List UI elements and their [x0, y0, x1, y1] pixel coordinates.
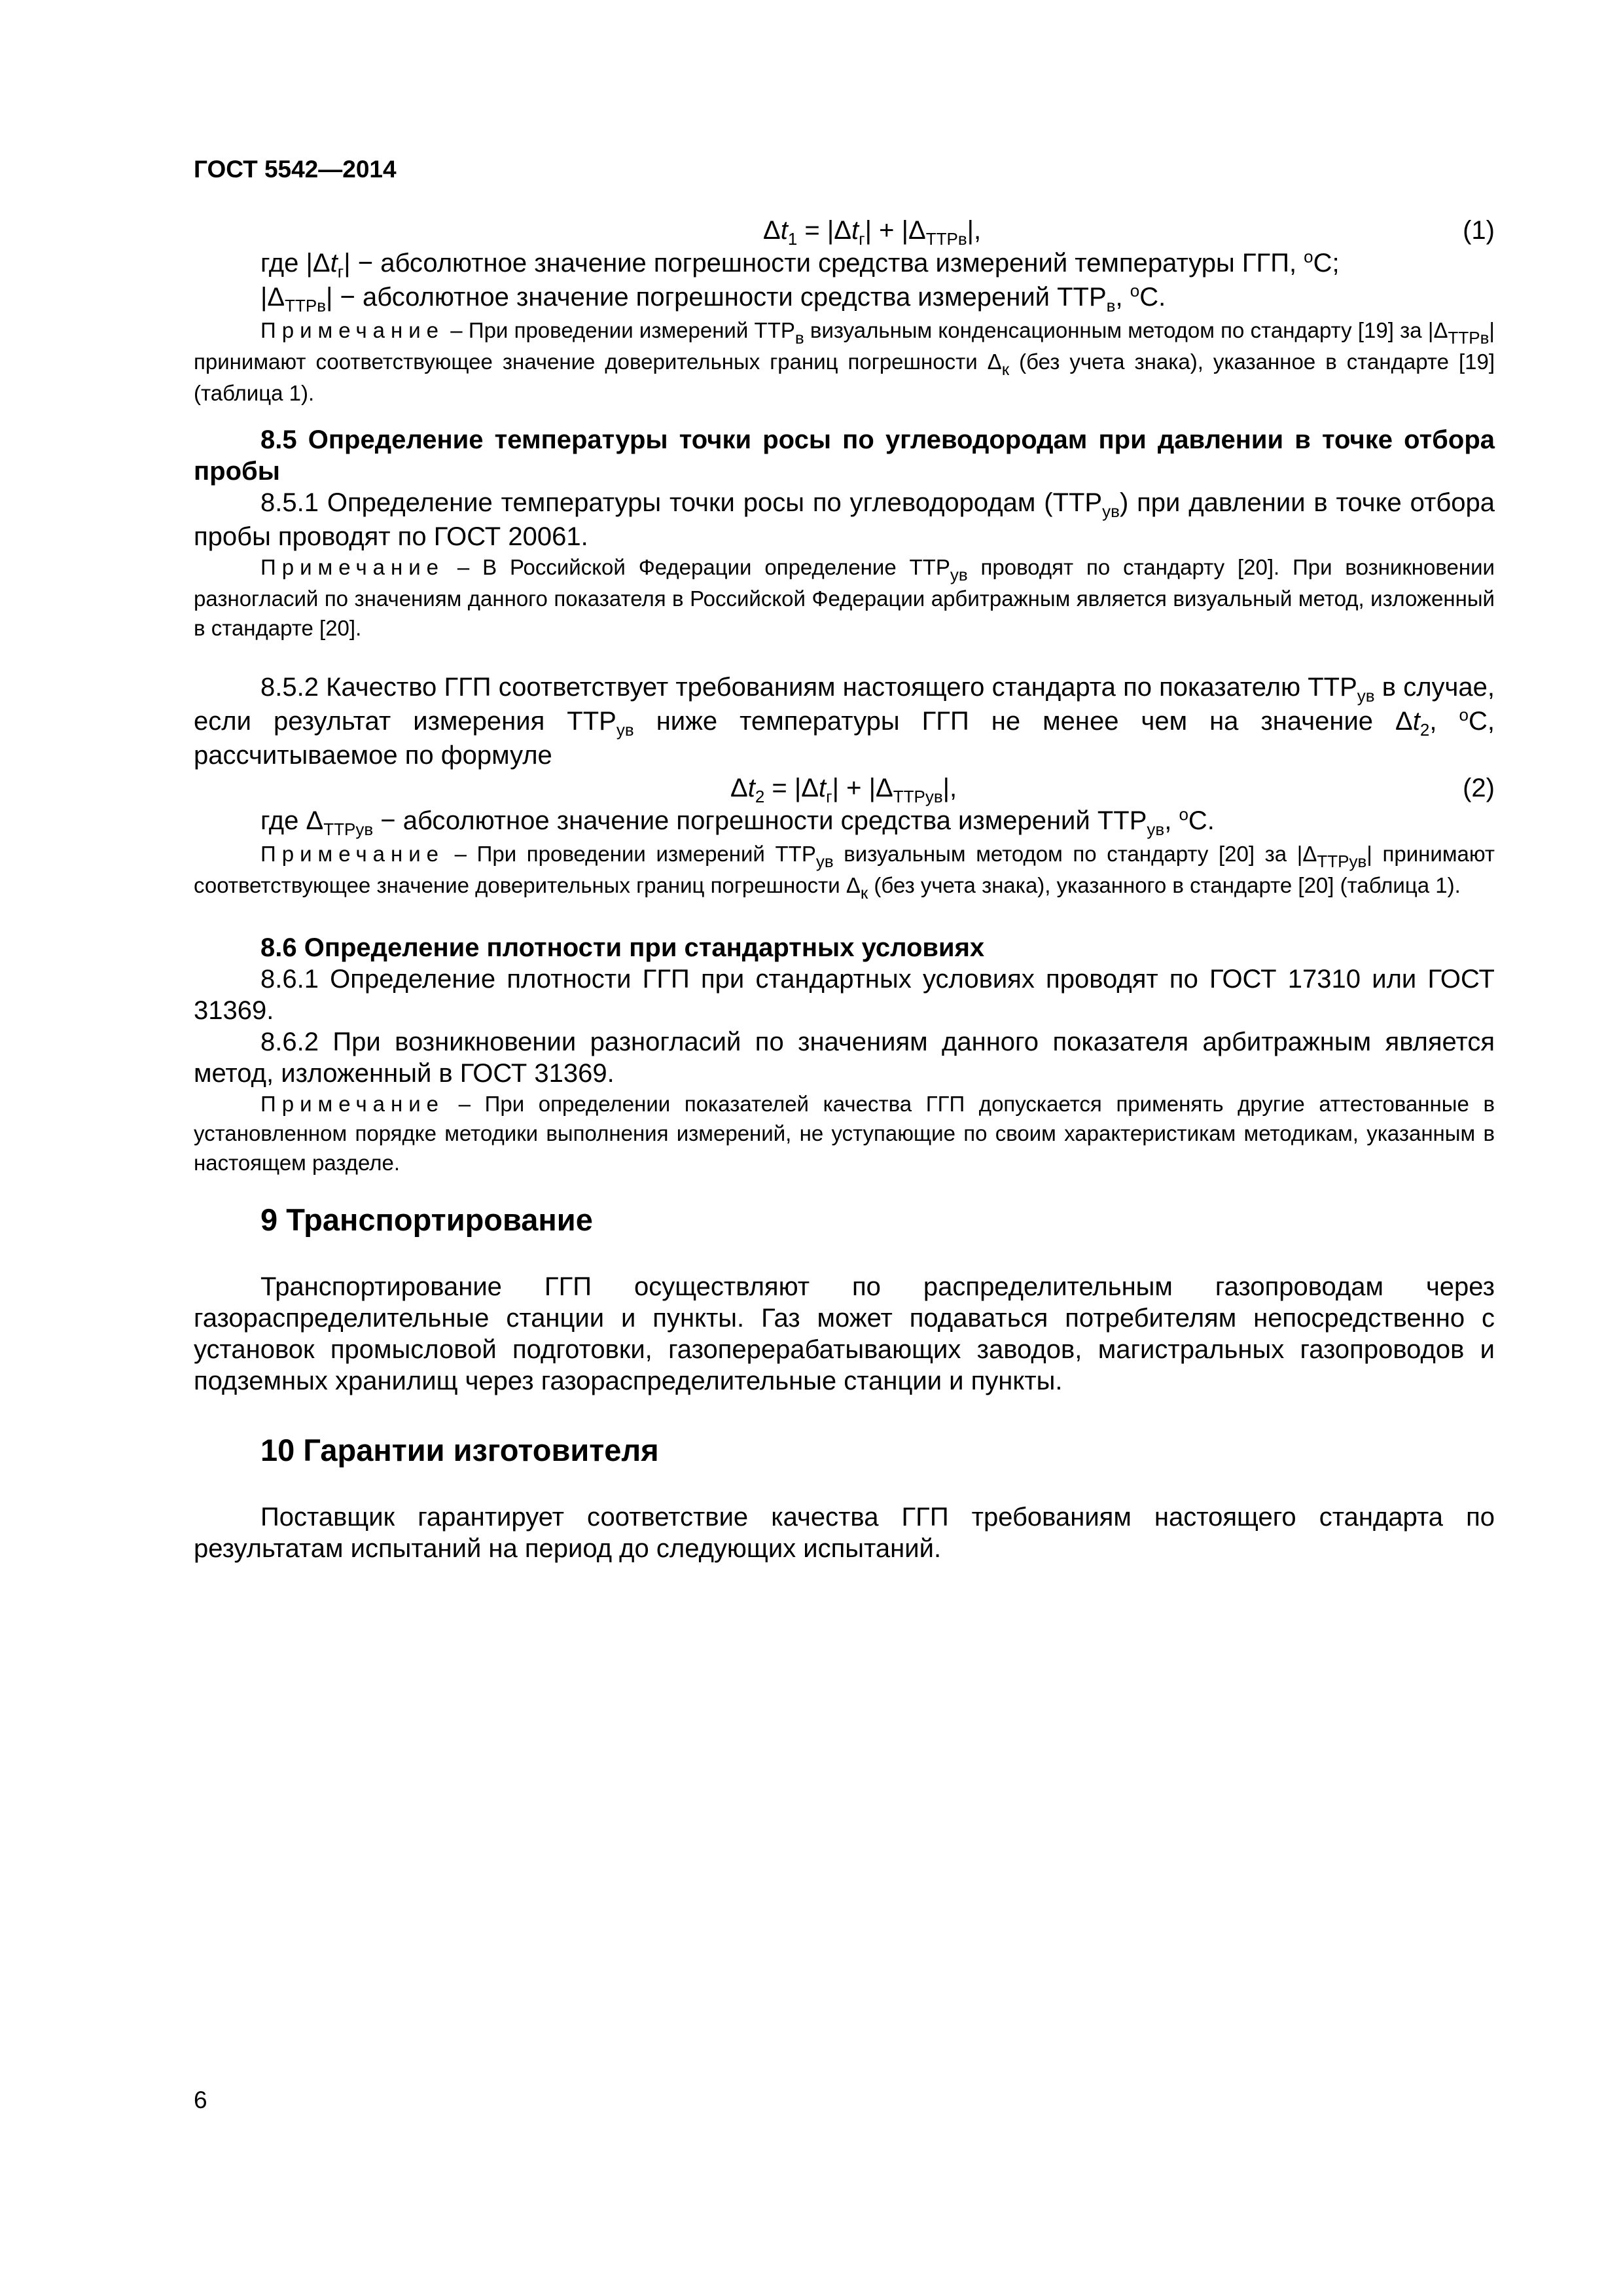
note-label: Примечание — [260, 842, 445, 866]
formula-1-expression: $\Delta t_1 = |\Delta t_г| + |\Delta_{ТТРв}|$, — [763, 216, 982, 249]
section-8-5 — [194, 424, 1495, 902]
para-9: Транспортирование ГГП осуществляют по распределительным газопроводам через газораспределительные станции и пункты. Газ может подаваться потребителям непосредственно с установок промысловой подготовки, газоперерабатывающих заводов, магистральных газопроводов и подземных хранилищ через газораспределительные станции и пункты. — [194, 1272, 1495, 1395]
section-8-6 — [194, 932, 1495, 1177]
formula-1-block — [194, 213, 1495, 408]
section-9-title: 9 Транспортирование — [260, 1202, 593, 1237]
para-8-6-2: 8.6.2 При возникновении разногласий по значениям данного показателя арбитражным является метод, изложенный в ГОСТ 31369. — [194, 1028, 1495, 1088]
section-8-6-title: 8.6 Определение плотности при стандартных условиях — [260, 933, 985, 962]
page-number: 6 — [194, 2087, 207, 2113]
formula-2 — [194, 771, 1495, 805]
note-8-5-1: Примечание – В Российской Федерации определение $ТТР_{ув}$ проводят по стандарту [20]. При возникновении разногласий по значениям данного показателя в Российской Федерации арбитражным является визуальный метод, изложенный в стандарте [20]. — [194, 555, 1495, 640]
para-8-5-2: 8.5.2 Качество ГГП соответствует требованиям настоящего стандарта по показателю $ТТР_{ув}$ в случае, если результат измерения $ТТР_{ув}$ ниже температуры ГГП не менее чем на значение $\Delta t_2$, $^о$С, рассчитываемое по формуле — [194, 673, 1495, 770]
section-10 — [194, 1431, 1495, 1564]
formula-1 — [194, 213, 1495, 247]
para-8-6-1: 8.6.1 Определение плотности ГГП при стандартных условиях проводят по ГОСТ 17310 или ГОСТ 31369. — [194, 965, 1495, 1025]
formula-2-number: (2) — [1463, 774, 1495, 802]
note-1: Примечание – При проведении измерений $ТТР_в$ визуальным конденсационным методом по стандарту [19] за $|\Delta_{ТТРв}|$ принимают соответствующее значение доверительных границ погрешности $\Delta_к$ (без учета знака), указанное в стандарте [19] (таблица 1). — [194, 318, 1495, 405]
formula-2-expression: $\Delta t_2 = |\Delta t_г| + |\Delta_{ТТРув}|$, — [730, 774, 957, 806]
para-10: Поставщик гарантирует соответствие качества ГГП требованиям настоящего стандарта по результатам испытаний на период до следующих испытаний. — [194, 1503, 1495, 1563]
section-10-title: 10 Гарантии изготовителя — [260, 1433, 659, 1467]
para-8-5-1: 8.5.1 Определение температуры точки росы по углеводородам $(ТТР_{ув})$ при давлении в точке отбора пробы проводят по ГОСТ 20061. — [194, 488, 1495, 551]
note-8-6: Примечание – При определении показателей качества ГГП допускается применять другие аттестованные в установленном порядке методики выполнения измерений, не уступающие по своим характеристикам методикам, указанным в настоящем разделе. — [194, 1092, 1495, 1175]
note-label: Примечание — [260, 1092, 445, 1116]
note-label: Примечание — [260, 318, 445, 342]
formula-2-where: где $\Delta_{ТТРув}$ − абсолютное значение погрешности средства измерений $ТТР_{ув}$, $^о$С. — [260, 804, 1215, 839]
document-header: ГОСТ 5542—2014 — [194, 156, 397, 183]
section-8-5-title: 8.5 Определение температуры точки росы по углеводородам при давлении в точке отбора пробы — [194, 425, 1495, 486]
note-8-5-2: Примечание – При проведении измерений $ТТР_{ув}$ визуальным методом по стандарту [20] за $|\Delta_{ТТРув}|$ принимают соответствующее значение доверительных границ погрешности $\Delta_к$ (без учета знака), указанного в стандарте [20] (таблица 1). — [194, 842, 1495, 903]
formula-1-number: (1) — [1463, 216, 1495, 245]
formula-1-where-line-1: где $|\Delta t_г|$ − абсолютное значение погрешности средства измерений температуры ГГП, $^о$С; — [260, 247, 1340, 281]
section-9 — [194, 1200, 1495, 1397]
note-label: Примечание — [260, 555, 445, 579]
formula-1-where-line-2: $|\Delta_{ТТРв}|$ − абсолютное значение погрешности средства измерений $ТТР_в$, $^о$С. — [260, 281, 1166, 315]
